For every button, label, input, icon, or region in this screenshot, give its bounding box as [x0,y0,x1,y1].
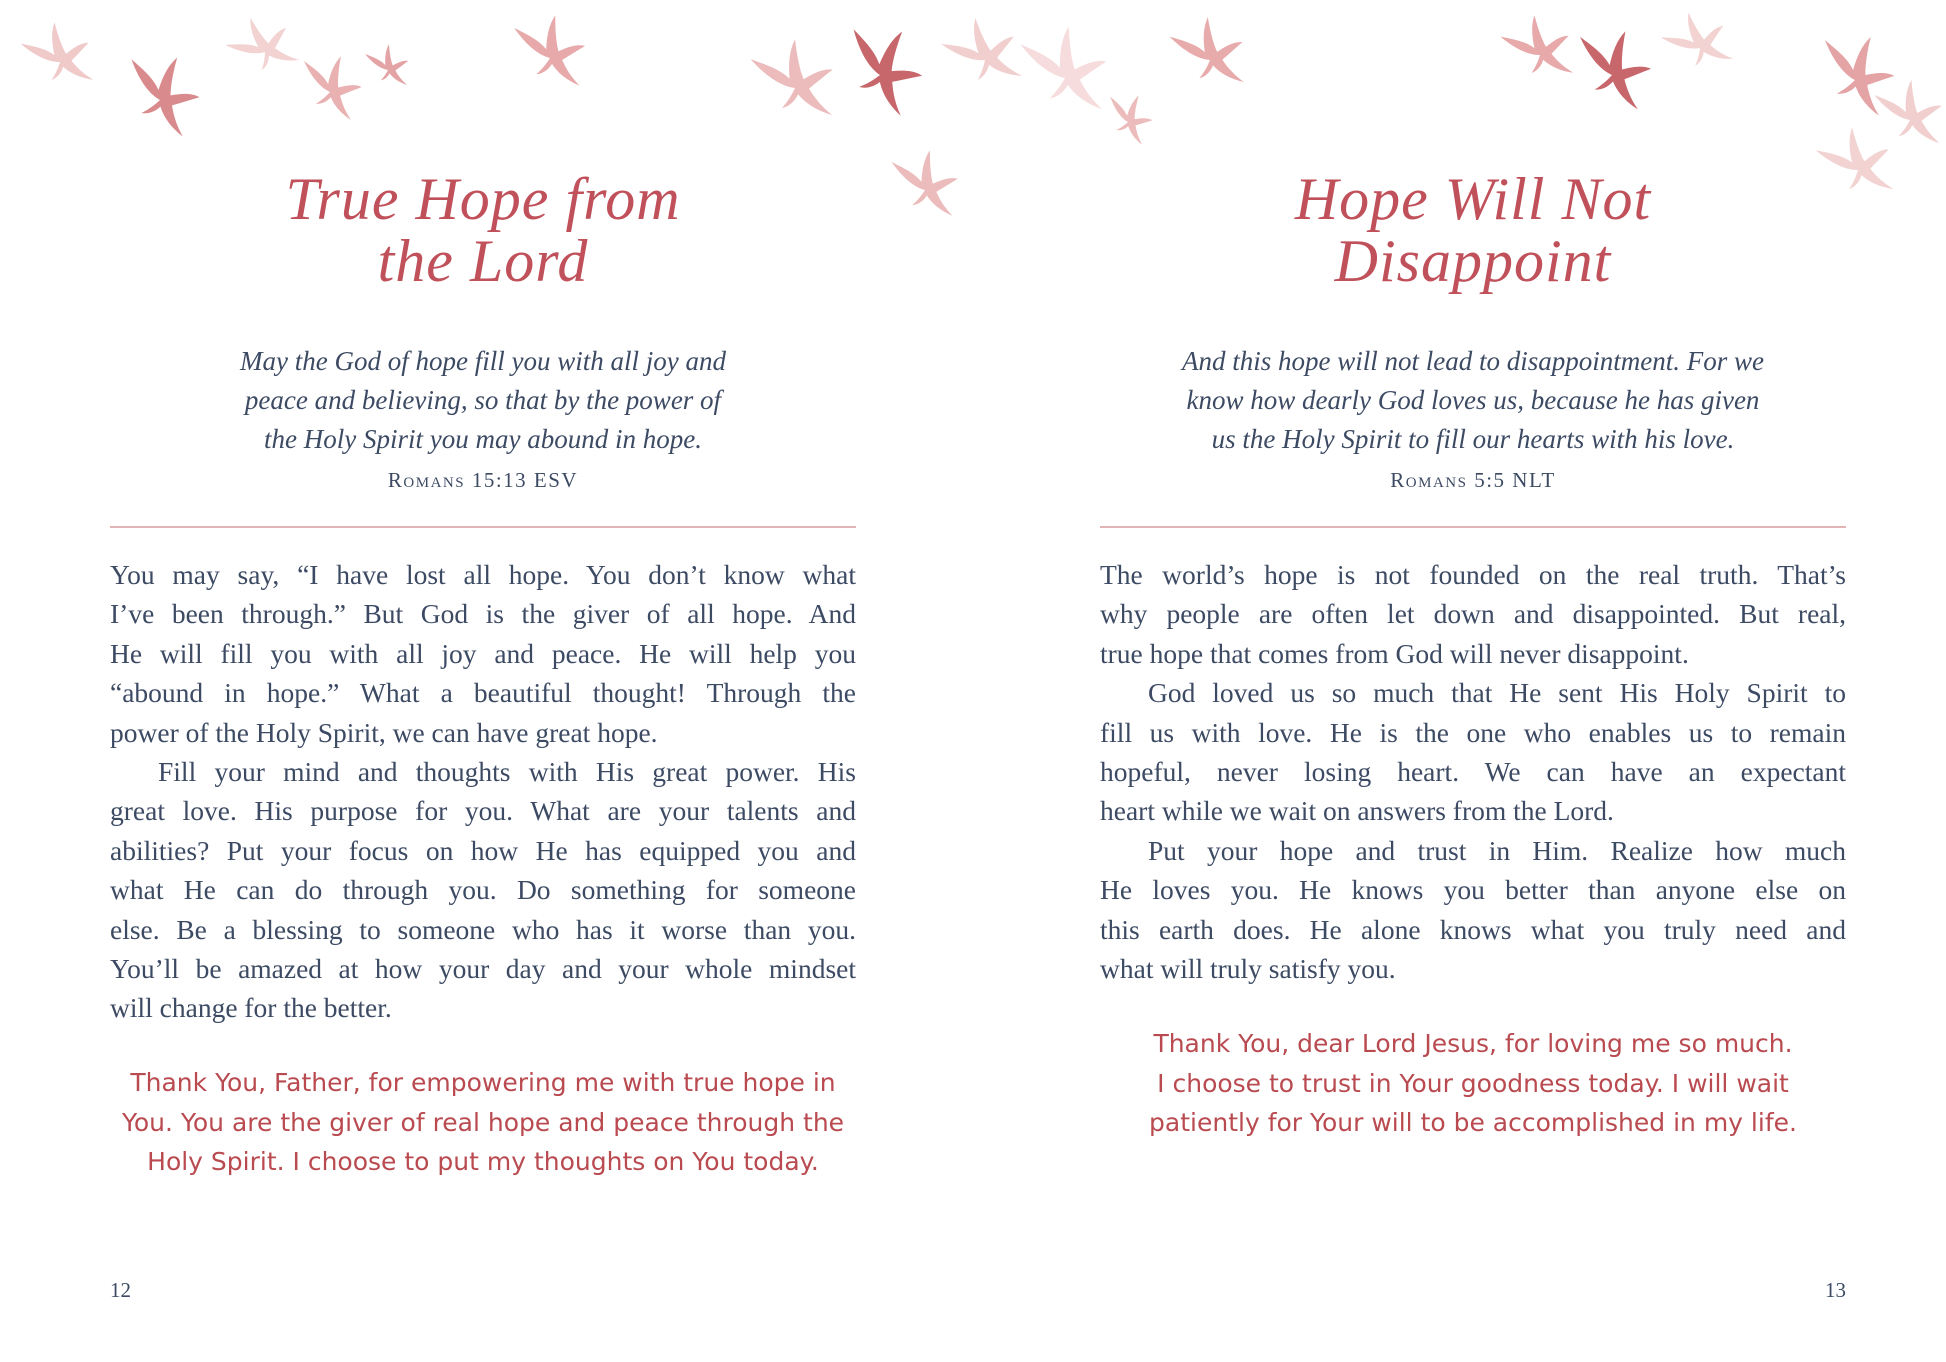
scripture-reference: Romans 5:5 NLT [1390,468,1556,492]
scripture-reference: Romans 15:13 ESV [387,468,579,492]
prayer [110,1063,856,1182]
page-number: 12 [110,1278,131,1302]
verse-line: peace and believing, so that by the power of [244,385,722,415]
left-page [110,0,856,1362]
scripture-verse [110,342,856,459]
flying-bird-icon [1019,22,1113,119]
body-line: else. Be a blessing to someone who has it worse than you. [110,913,856,945]
body-line: I’ve been through.” But God is the giver of all hope. And [110,598,856,630]
body-line: will change for the better. [110,992,392,1024]
body-line: abilities? Put your focus on how He has equipped you and [110,834,856,866]
verse-line: May the God of hope fill you with all joy and [240,346,726,376]
right-page [1100,0,1846,1362]
title-line: Hope Will Not [1294,166,1652,232]
prayer-line: Holy Spirit. I choose to put my thoughts on You today. [147,1147,819,1176]
flying-bird-icon [891,148,961,221]
devotional-body [1100,555,1846,988]
body-line: God loved us so much that He sent His Holy Spirit to [1148,677,1846,709]
body-line: He loves you. He knows you better than anyone else on [1100,874,1846,906]
verse-line: know how dearly God loves us, because he has given [1186,385,1760,415]
body-line: The world’s hope is not founded on the real truth. That’s [1100,559,1846,590]
scripture-verse [1100,342,1846,459]
body-line: He will fill you with all joy and peace. He will help you [110,637,856,669]
body-line: You’ll be amazed at how your day and your whole mindset [110,952,856,984]
body-line: Put your hope and trust in Him. Realize how much [1148,834,1846,866]
prayer-line: Thank You, Father, for empowering me with true hope in [130,1068,836,1097]
prayer [1100,1024,1846,1143]
body-line: hopeful, never losing heart. We can have an expectant [1100,755,1846,787]
flying-bird-icon [1873,76,1946,153]
flying-bird-icon [937,7,1030,101]
verse-line: us the Holy Spirit to fill our hearts with his love. [1211,424,1735,454]
body-line: this earth does. He alone knows what you truly need and [1100,913,1846,945]
flying-bird-icon [18,14,101,99]
body-line: great love. His purpose for you. What are your talents and [110,795,856,827]
devotional-body [110,555,856,1028]
page-title [1100,168,1846,292]
body-line: “abound in hope.” What a beautiful thought! Through the [110,677,856,709]
body-line: Fill your mind and thoughts with His great power. His [158,755,856,787]
verse-line: And this hope will not lead to disappointment. For we [1182,346,1764,376]
prayer-line: I choose to trust in Your goodness today. I will wait [1157,1068,1789,1098]
prayer-line: patiently for Your will to be accomplished in my life. [1149,1108,1797,1137]
body-line: power of the Holy Spirit, we can have great hope. [110,716,658,748]
body-line: what will truly satisfy you. [1100,952,1396,984]
body-line: fill us with love. He is the one who enables us to remain [1100,716,1846,748]
prayer-line: You. You are the giver of real hope and peace through the [121,1107,845,1137]
body-line: why people are often let down and disappointed. But real, [1100,598,1846,630]
prayer-line: Thank You, dear Lord Jesus, for loving me so much. [1153,1029,1793,1058]
title-line: True Hope from [285,166,681,232]
title-line: Disappoint [1334,228,1612,294]
divider [1100,526,1846,528]
body-line: heart while we wait on answers from the Lord. [1100,795,1614,827]
body-line: what He can do through you. Do something for someone [110,874,856,906]
page-title [110,168,856,292]
divider [110,526,856,528]
body-line: true hope that comes from God will never disappoint. [1100,637,1689,669]
page-number: 13 [1825,1278,1846,1302]
verse-line: the Holy Spirit you may abound in hope. [264,424,702,454]
body-line: You may say, “I have lost all hope. You don’t know what [110,559,856,590]
title-line: the Lord [377,228,589,294]
